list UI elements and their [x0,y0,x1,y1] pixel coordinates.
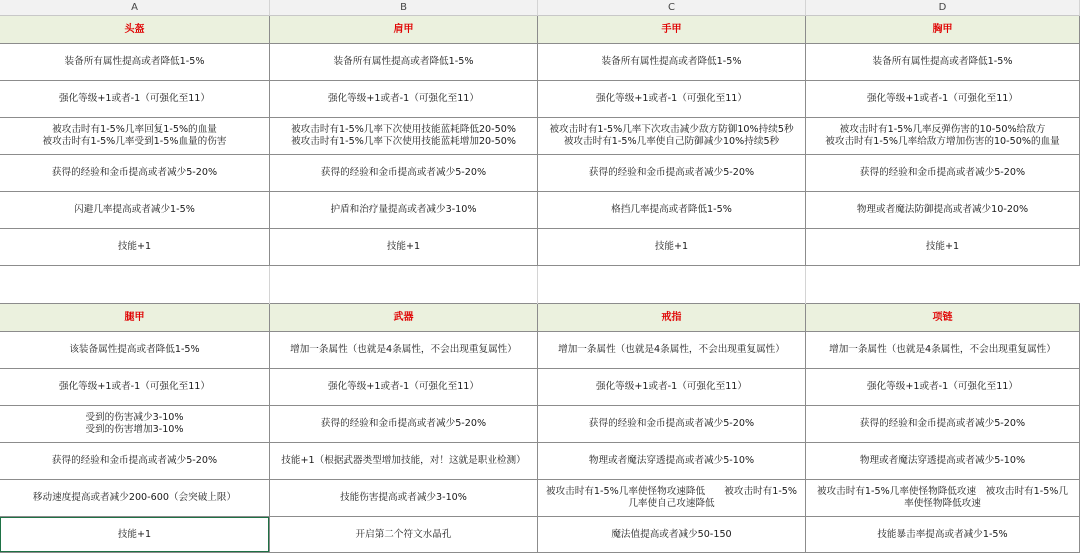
table1-cell[interactable]: 闪避几率提高或者减少1-5% [0,192,270,229]
table1-cell[interactable]: 获得的经验和金币提高或者减少5-20% [0,155,270,192]
table1-cell[interactable]: 装备所有属性提高或者降低1-5% [270,44,538,81]
column-header-c[interactable]: C [538,0,806,16]
table1-cell[interactable]: 物理或者魔法防御提高或者减少10-20% [806,192,1080,229]
table1-header-cell[interactable]: 胸甲 [806,16,1080,44]
table2-cell[interactable]: 技能暴击率提高或者减少1-5% [806,517,1080,553]
table2-header-cell[interactable]: 项链 [806,304,1080,332]
table1-cell[interactable]: 装备所有属性提高或者降低1-5% [0,44,270,81]
table2-cell[interactable]: 该装备属性提高或者降低1-5% [0,332,270,369]
table1-cell[interactable]: 被攻击时有1-5%几率反弹伤害的10-50%给敌方 被攻击时有1-5%几率给敌方增加伤害的10-50%的血量 [806,118,1080,155]
table2-cell[interactable]: 技能伤害提高或者减少3-10% [270,480,538,517]
table1-cell[interactable]: 技能+1 [806,229,1080,266]
table2-cell[interactable]: 增加一条属性（也就是4条属性，不会出现重复属性） [538,332,806,369]
table1-header-cell[interactable]: 手甲 [538,16,806,44]
table1-cell[interactable]: 被攻击时有1-5%几率回复1-5%的血量 被攻击时有1-5%几率受到1-5%血量的伤害 [0,118,270,155]
table1-cell[interactable]: 获得的经验和金币提高或者减少5-20% [538,155,806,192]
table1-cell[interactable]: 技能+1 [270,229,538,266]
table1-header-cell[interactable]: 头盔 [0,16,270,44]
table2-cell[interactable]: 增加一条属性（也就是4条属性，不会出现重复属性） [806,332,1080,369]
table2-cell[interactable]: 物理或者魔法穿透提高或者减少5-10% [538,443,806,480]
gridline [269,266,270,304]
table1-cell[interactable]: 强化等级+1或者-1（可强化至11） [270,81,538,118]
table2-cell[interactable]: 获得的经验和金币提高或者减少5-20% [806,406,1080,443]
table2-cell[interactable]: 强化等级+1或者-1（可强化至11） [0,369,270,406]
table2-cell[interactable]: 强化等级+1或者-1（可强化至11） [806,369,1080,406]
table2-cell[interactable]: 强化等级+1或者-1（可强化至11） [270,369,538,406]
table1-cell[interactable]: 强化等级+1或者-1（可强化至11） [806,81,1080,118]
column-header-a[interactable]: A [0,0,270,16]
table2-cell[interactable]: 移动速度提高或者减少200-600（会突破上限） [0,480,270,517]
table2-cell[interactable]: 获得的经验和金币提高或者减少5-20% [538,406,806,443]
column-header-d[interactable]: D [806,0,1080,16]
table2-cell[interactable]: 强化等级+1或者-1（可强化至11） [538,369,806,406]
table1-cell[interactable]: 格挡几率提高或者降低1-5% [538,192,806,229]
table2-cell[interactable]: 获得的经验和金币提高或者减少5-20% [270,406,538,443]
table1-cell[interactable]: 护盾和治疗量提高或者减少3-10% [270,192,538,229]
table2-cell[interactable]: 魔法值提高或者减少50-150 [538,517,806,553]
table2-header-cell[interactable]: 武器 [270,304,538,332]
table1-cell[interactable]: 获得的经验和金币提高或者减少5-20% [270,155,538,192]
table2-cell[interactable]: 被攻击时有1-5%几率使怪物攻速降低 被攻击时有1-5% 几率使自己攻速降低 [538,480,806,517]
table1-cell[interactable]: 被攻击时有1-5%几率下次攻击减少敌方防御10%持续5秒 被攻击时有1-5%几率使自己防御减少10%持续5秒 [538,118,806,155]
table2-cell[interactable]: 受到的伤害减少3-10% 受到的伤害增加3-10% [0,406,270,443]
table1-cell[interactable]: 技能+1 [538,229,806,266]
gridline [805,266,806,304]
table1-header-cell[interactable]: 肩甲 [270,16,538,44]
gridline [537,266,538,304]
table2-header-cell[interactable]: 戒指 [538,304,806,332]
table1-cell[interactable]: 获得的经验和金币提高或者减少5-20% [806,155,1080,192]
table1-cell[interactable]: 强化等级+1或者-1（可强化至11） [538,81,806,118]
column-header-b[interactable]: B [270,0,538,16]
table1-cell[interactable]: 被攻击时有1-5%几率下次使用技能蓝耗降低20-50% 被攻击时有1-5%几率下次使用技能蓝耗增加20-50% [270,118,538,155]
table1-cell[interactable]: 装备所有属性提高或者降低1-5% [806,44,1080,81]
table2-cell[interactable]: 获得的经验和金币提高或者减少5-20% [0,443,270,480]
table1-cell[interactable]: 装备所有属性提高或者降低1-5% [538,44,806,81]
table2-cell[interactable]: 物理或者魔法穿透提高或者减少5-10% [806,443,1080,480]
table1-cell[interactable]: 技能+1 [0,229,270,266]
table2-header-cell[interactable]: 腿甲 [0,304,270,332]
empty-row[interactable] [0,266,1080,304]
table2-cell[interactable]: 增加一条属性（也就是4条属性，不会出现重复属性） [270,332,538,369]
table2-cell[interactable]: 技能+1（根据武器类型增加技能，对！这就是职业检测） [270,443,538,480]
table1-cell[interactable]: 强化等级+1或者-1（可强化至11） [0,81,270,118]
table2-cell[interactable]: 被攻击时有1-5%几率使怪物降低攻速 被攻击时有1-5%几 率使怪物降低攻速 [806,480,1080,517]
table2-cell[interactable]: 开启第二个符文水晶孔 [270,517,538,553]
table2-cell[interactable]: 技能+1 [0,517,270,553]
